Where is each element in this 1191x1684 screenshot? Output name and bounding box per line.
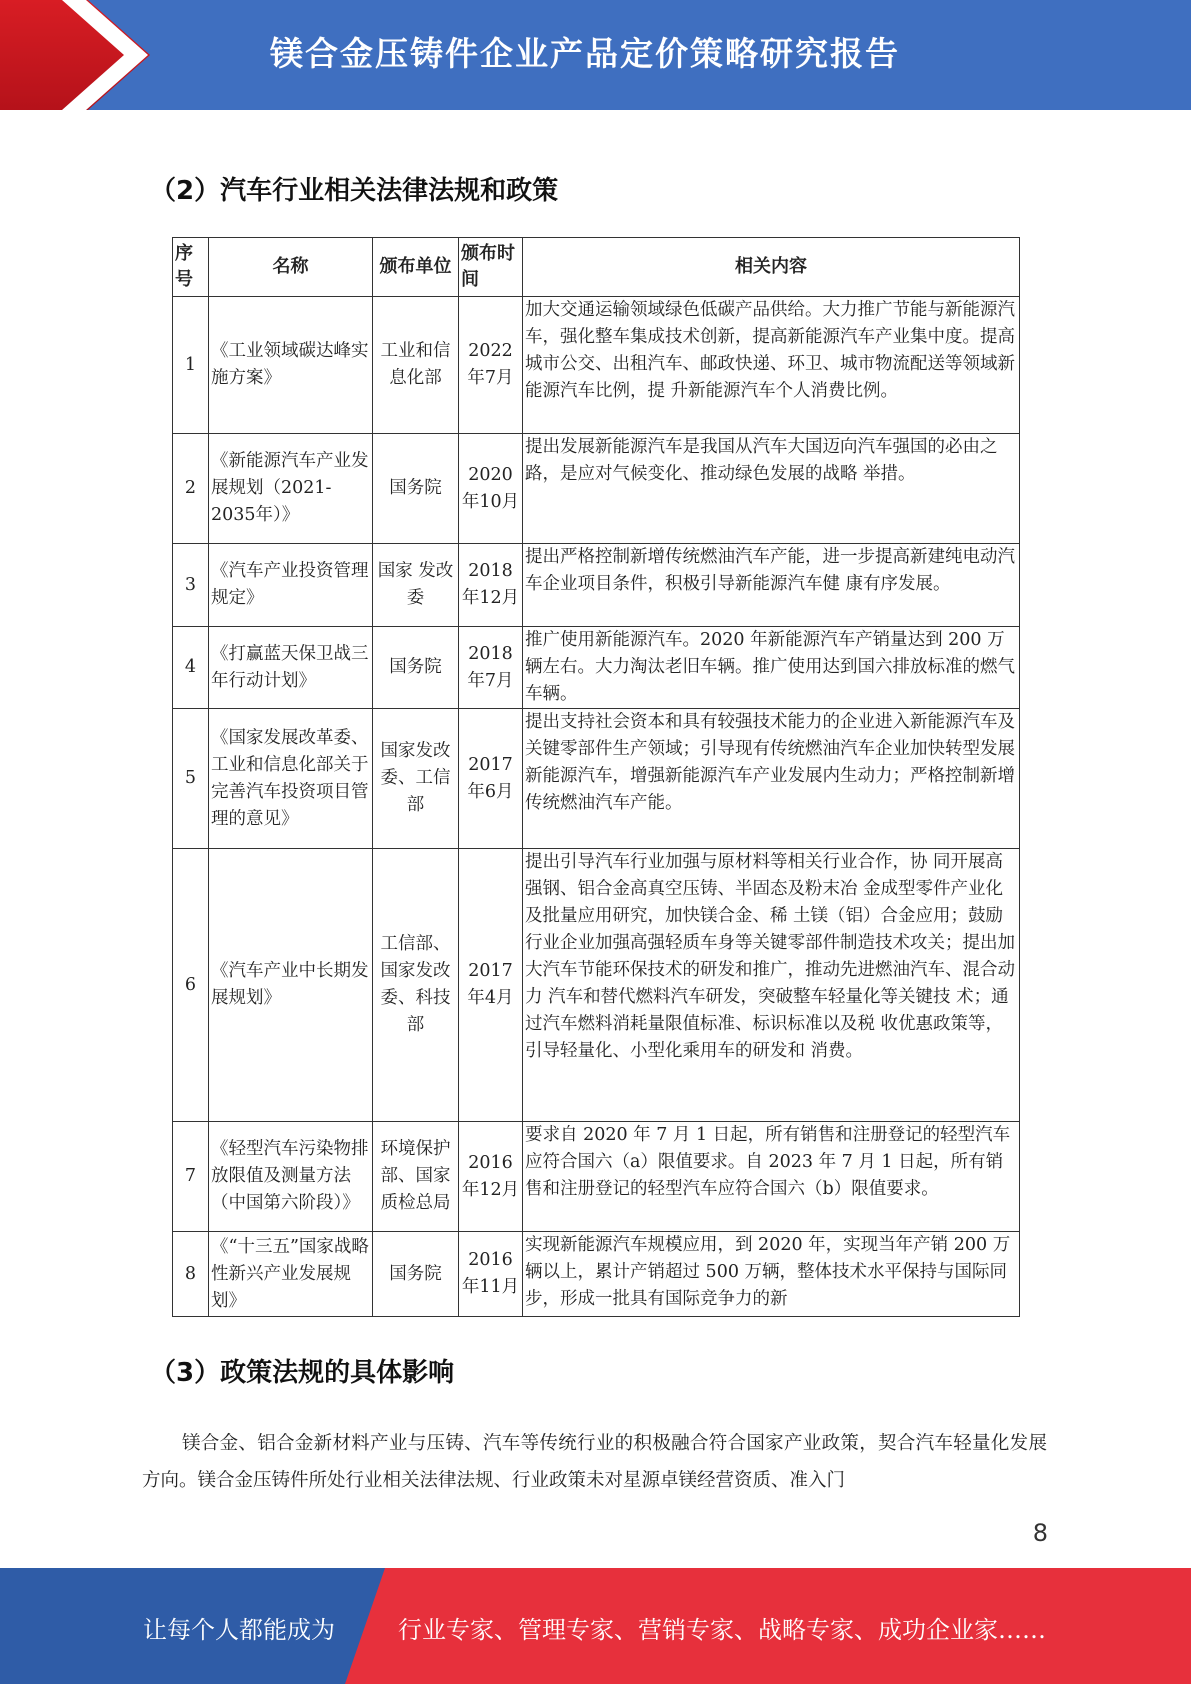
row-content: 提出发展新能源汽车是我国从汽车大国迈向汽车强国的必由之路，是应对气候变化、推动绿色发展的战略 举措。 xyxy=(523,434,1020,544)
row-no: 2 xyxy=(173,434,209,544)
row-content: 提出支持社会资本和具有较强技术能力的企业进入新能源汽车及关键零部件生产领域；引导现有传统燃油汽车企业加快转型发展新能源汽车，增强新能源汽车产业发展内生动力；严格控制新增传统燃油汽车产能。 xyxy=(523,709,1020,849)
table-row xyxy=(173,1232,1020,1317)
row-date: 2016年12月 xyxy=(459,1122,523,1232)
row-name: 《新能源汽车产业发展规划（2021-2035年）》 xyxy=(209,434,373,544)
col-header-date: 颁布时间 xyxy=(459,238,523,297)
row-unit: 环境保护部、国家质检总局 xyxy=(373,1122,459,1232)
section-title-impact: （3）政策法规的具体影响 xyxy=(150,1358,455,1388)
page-header xyxy=(0,0,1191,110)
row-unit: 工信部、国家发改委、科技部 xyxy=(373,849,459,1122)
col-header-content: 相关内容 xyxy=(523,238,1020,297)
col-header-unit: 颁布单位 xyxy=(373,238,459,297)
table-header-row xyxy=(173,238,1020,297)
footer-slogan-right: 行业专家、管理专家、营销专家、战略专家、成功企业家…… xyxy=(398,1616,1046,1644)
row-name: 《工业领域碳达峰实施方案》 xyxy=(209,297,373,434)
row-no: 7 xyxy=(173,1122,209,1232)
row-date: 2018年12月 xyxy=(459,544,523,627)
row-unit: 国务院 xyxy=(373,434,459,544)
col-header-name: 名称 xyxy=(209,238,373,297)
page-number: 8 xyxy=(1032,1519,1048,1547)
row-name: 《汽车产业中长期发展规划》 xyxy=(209,849,373,1122)
row-name: 《国家发展改革委、工业和信息化部关于完善汽车投资项目管理的意见》 xyxy=(209,709,373,849)
row-content: 提出引导汽车行业加强与原材料等相关行业合作，协 同开展高强钢、铝合金高真空压铸、半固态及粉末冶 金成型零件产业化及批量应用研究，加快镁合金、稀 土镁（铝）合金应用；鼓励行业企业加强高强轻质车身等关键零部件制造技术攻关；提出加大汽车节能环保技术的研发和推广，推动先进燃油汽车、混合动力 汽车和替代燃料汽车研发，突破整车轻量化等关键技 术；通过汽车燃料消耗量限值标准、标识标准以及税 收优惠政策等，引导轻量化、小型化乘用车的研发和 消费。 xyxy=(523,849,1020,1122)
row-no: 1 xyxy=(173,297,209,434)
policy-table xyxy=(172,237,1020,1317)
table-row xyxy=(173,434,1020,544)
row-date: 2018年7月 xyxy=(459,627,523,709)
row-date: 2020年10月 xyxy=(459,434,523,544)
row-no: 4 xyxy=(173,627,209,709)
row-name: 《轻型汽车污染物排放限值及测量方法（中国第六阶段）》 xyxy=(209,1122,373,1232)
row-no: 8 xyxy=(173,1232,209,1317)
col-header-no: 序号 xyxy=(173,238,209,297)
row-name: 《汽车产业投资管理规定》 xyxy=(209,544,373,627)
row-unit: 工业和信息化部 xyxy=(373,297,459,434)
row-content: 实现新能源汽车规模应用，到 2020 年，实现当年产销 200 万辆以上，累计产销超过 500 万辆，整体技术水平保持与国际同步，形成一批具有国际竞争力的新 xyxy=(523,1232,1020,1317)
table-row xyxy=(173,1122,1020,1232)
row-date: 2022年7月 xyxy=(459,297,523,434)
row-unit: 国家发改委、工信部 xyxy=(373,709,459,849)
row-no: 6 xyxy=(173,849,209,1122)
row-content: 提出严格控制新增传统燃油汽车产能，进一步提高新建纯电动汽车企业项目条件，积极引导新能源汽车健 康有序发展。 xyxy=(523,544,1020,627)
row-unit: 国家 发改委 xyxy=(373,544,459,627)
table-row xyxy=(173,297,1020,434)
page-footer xyxy=(0,1568,1191,1684)
row-no: 5 xyxy=(173,709,209,849)
row-name: 《打赢蓝天保卫战三年行动计划》 xyxy=(209,627,373,709)
body-paragraph: 镁合金、铝合金新材料产业与压铸、汽车等传统行业的积极融合符合国家产业政策，契合汽车轻量化发展方向。镁合金压铸件所处行业相关法律法规、行业政策未对星源卓镁经营资质、准入门 xyxy=(142,1433,1047,1491)
row-content: 推广使用新能源汽车。2020 年新能源汽车产销量达到 200 万辆左右。大力淘汰老旧车辆。推广使用达到国六排放标准的燃气车辆。 xyxy=(523,627,1020,709)
row-date: 2017年4月 xyxy=(459,849,523,1122)
row-content: 要求自 2020 年 7 月 1 日起，所有销售和注册登记的轻型汽车应符合国六（a）限值要求。自 2023 年 7 月 1 日起，所有销售和注册登记的轻型汽车应符合国六（b）限值要求。 xyxy=(523,1122,1020,1232)
row-no: 3 xyxy=(173,544,209,627)
section-title-laws: （2）汽车行业相关法律法规和政策 xyxy=(150,176,559,206)
table-row xyxy=(173,849,1020,1122)
table-row xyxy=(173,709,1020,849)
row-name: 《“十三五”国家战略性新兴产业发展规划》 xyxy=(209,1232,373,1317)
footer-slogan-left: 让每个人都能成为 xyxy=(143,1616,335,1644)
table-row xyxy=(173,544,1020,627)
report-title: 镁合金压铸件企业产品定价策略研究报告 xyxy=(270,34,900,73)
row-content: 加大交通运输领域绿色低碳产品供给。大力推广节能与新能源汽车，强化整车集成技术创新，提高新能源汽车产业集中度。提高城市公交、出租汽车、邮政快递、环卫、城市物流配送等领域新能源汽车比例，提 升新能源汽车个人消费比例。 xyxy=(523,297,1020,434)
table-row xyxy=(173,627,1020,709)
row-date: 2017年6月 xyxy=(459,709,523,849)
row-unit: 国务院 xyxy=(373,627,459,709)
row-date: 2016年11月 xyxy=(459,1232,523,1317)
row-unit: 国务院 xyxy=(373,1232,459,1317)
